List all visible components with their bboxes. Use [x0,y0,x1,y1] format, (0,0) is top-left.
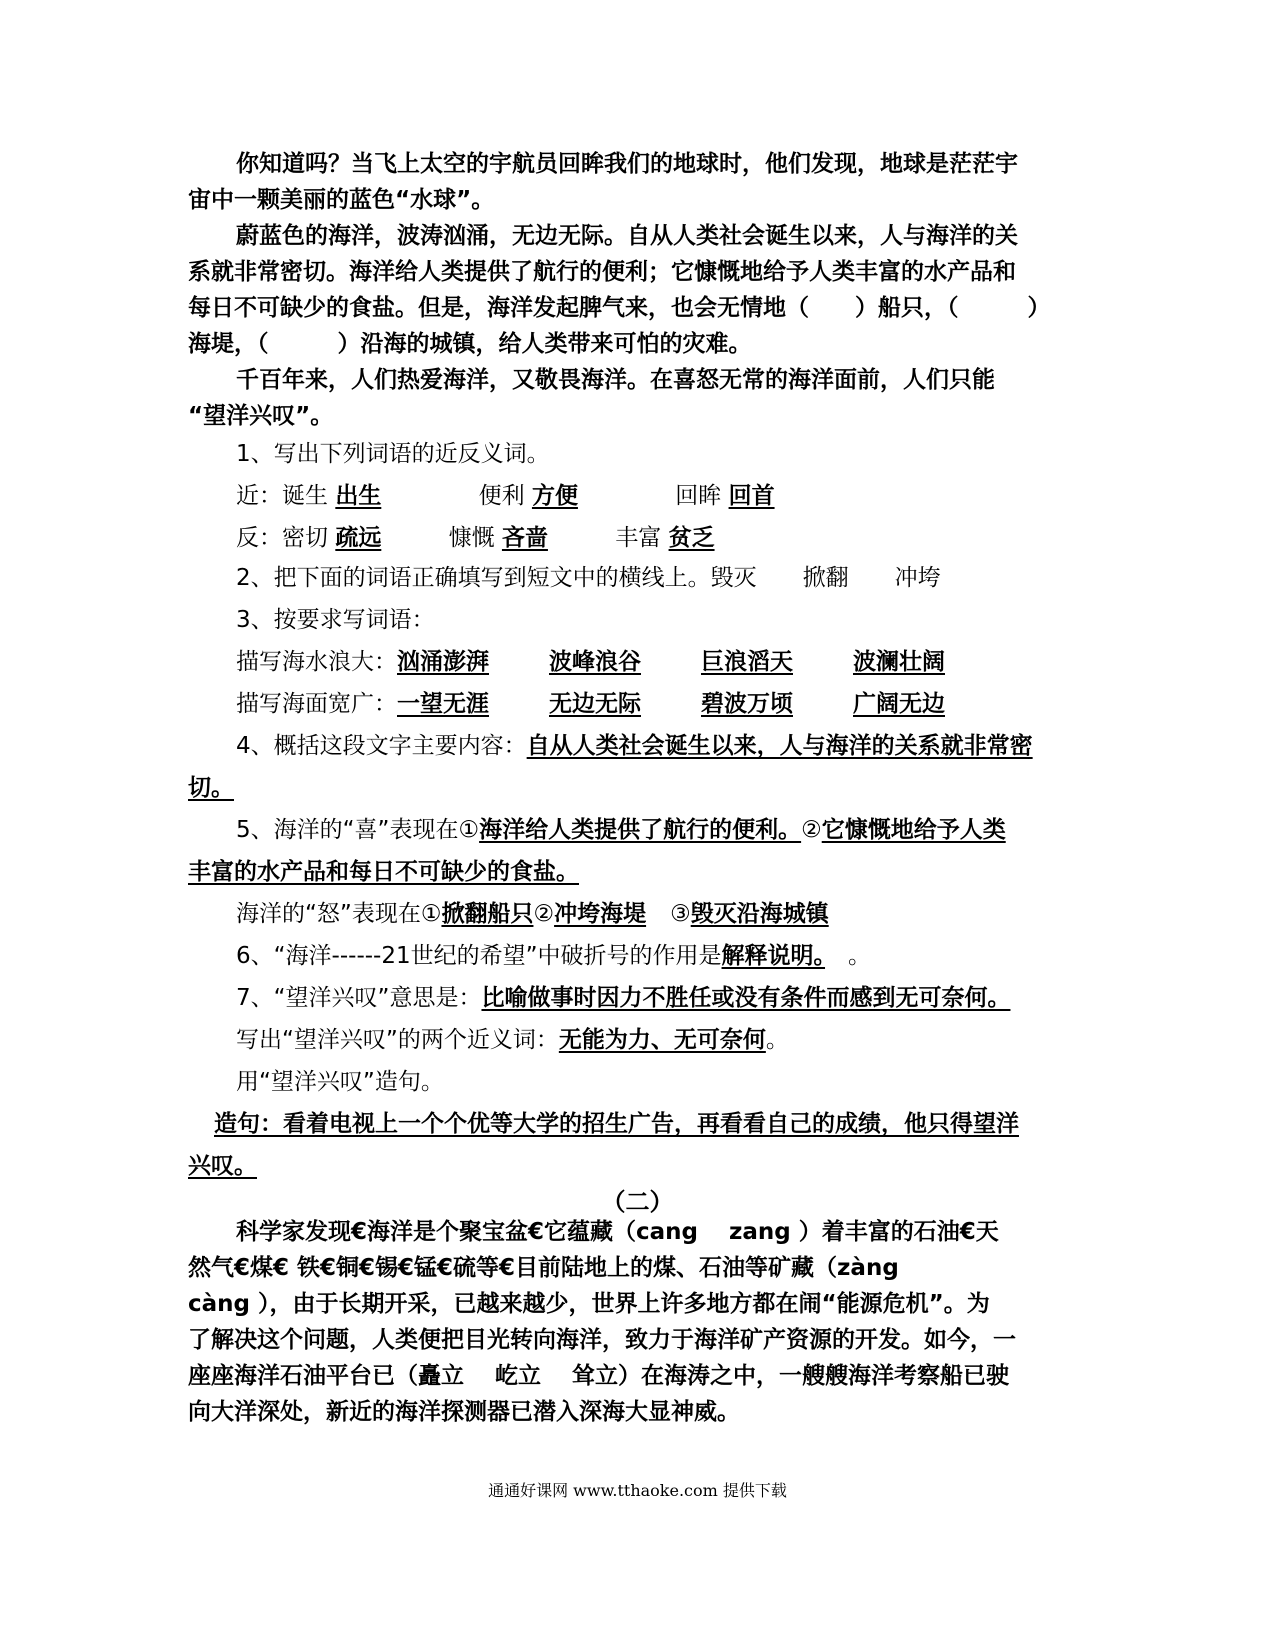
word: 慷慨 [448,525,495,551]
passage-line: 你知道吗？当飞上太空的宇航员回眸我们的地球时，他们发现，地球是茫茫宇 [236,151,1018,177]
word: 丰富 [615,525,662,551]
answer: 回首 [728,483,775,509]
answer: 波峰浪谷 [549,649,641,675]
question-4-cont [188,770,1088,806]
section-2-heading: （二） [601,1188,674,1216]
question-7-sentence [214,1106,1114,1142]
anti-label: 反： [236,525,282,551]
antonym-row [236,520,1136,556]
question-4 [236,728,1136,764]
marker: ③ [670,901,691,927]
question-5-xi [236,812,1136,848]
question-7-sentence-label: 用“望洋兴叹”造句。 [236,1069,444,1095]
passage-line: 千百年来，人们热爱海洋，又敬畏海洋。在喜怒无常的海洋面前，人们只能 [236,367,995,393]
answer: 无能为力、无可奈何 [558,1027,766,1053]
passage-line: 海堤，（ ）沿海的城镇，给人类带来可怕的灾难。 [188,331,752,357]
word: 便利 [478,483,525,509]
answer: 吝啬 [501,525,548,551]
answer: 掀翻船只 [441,901,534,927]
question-5-nu [236,896,1136,932]
passage-line: 科学家发现€海洋是个聚宝盆€它蕴藏（cang zang ）着丰富的石油€天 [236,1219,999,1245]
marker: ② [533,901,555,927]
wide-row [236,686,1136,722]
passage-line: “望洋兴叹”。 [188,403,334,429]
question-7-syn [236,1022,1136,1058]
question-3-title: 3、按要求写词语： [236,607,435,633]
answer: 方便 [531,483,578,509]
waves-row [236,644,1136,680]
answer: 毁灭沿海城镇 [690,901,829,927]
answer: 它慷慨地给予人类 [821,817,1006,843]
answer: 碧波万顷 [701,691,793,717]
answer: 出生 [335,483,382,509]
passage-line: 每日不可缺少的食盐。但是，海洋发起脾气来，也会无情地（ ）船只，（ ） [188,295,1051,321]
near-synonym-row [236,478,1136,514]
question-label: 海洋的“怒”表现在① [236,901,442,927]
row-label: 描写海水浪大： [236,649,397,675]
passage-line: 然气€煤€ 铁€铜€锡€锰€硫等€目前陆地上的煤、石油等矿藏（zàng [188,1255,899,1281]
question-label: 5、海洋的“喜”表现在① [236,817,480,843]
question-label: 写出“望洋兴叹”的两个近义词： [236,1027,559,1053]
question-7 [236,980,1136,1016]
answer: 自从人类社会诞生以来，人与海洋的关系就非常密 [526,733,1033,759]
answer: 疏远 [335,525,382,551]
answer: 汹涌澎湃 [397,649,489,675]
answer: 海洋给人类提供了航行的便利。 [479,817,802,843]
punct: 。 [765,1027,789,1053]
answer: 冲垮海堤 [554,901,647,927]
answer: 解释说明。 [721,943,826,969]
question-5-xi-cont [188,854,1088,890]
answer: 无边无际 [549,691,641,717]
passage-line: 向大洋深处，新近的海洋探测器已潜入深海大显神威。 [188,1399,740,1425]
answer: 巨浪滔天 [701,649,793,675]
punct: 。 [848,943,872,969]
passage-line: 系就非常密切。海洋给人类提供了航行的便利；它慷慨地给予人类丰富的水产品和 [188,259,1016,285]
passage-line: 座座海洋石油平台已（矗立 屹立 耸立）在海涛之中，一艘艘海洋考察船已驶 [188,1363,1010,1389]
near-label: 近： [236,483,282,509]
question-label: 6、“海洋------21世纪的希望”中破折号的作用是 [236,943,722,969]
answer: 广阔无边 [853,691,945,717]
passage-line: 宙中一颗美丽的蓝色“水球”。 [188,187,495,213]
answer: 造句：看着电视上一个个优等大学的招生广告，再看看自己的成绩，他只得望洋 [214,1111,1019,1137]
passage-line: 了解决这个问题，人类便把目光转向海洋，致力于海洋矿产资源的开发。如今，一 [188,1327,1016,1353]
question-label: 7、“望洋兴叹”意思是： [236,985,482,1011]
question-7-sentence-cont [188,1148,1088,1184]
answer: 丰富的水产品和每日不可缺少的食盐。 [188,859,579,885]
page-footer: 通通好课网 www.tthaoke.com 提供下载 [488,1481,787,1500]
passage-line: 蔚蓝色的海洋，波涛汹涌，无边无际。自从人类社会诞生以来，人与海洋的关 [236,223,1018,249]
question-label: 4、概括这段文字主要内容： [236,733,527,759]
word: 密切 [282,525,328,551]
answer: 一望无涯 [397,691,489,717]
answer: 切。 [188,775,234,801]
marker: ② [801,817,822,843]
row-label: 描写海面宽广： [236,691,397,717]
passage-line: càng ），由于长期开采，已越来越少，世界上许多地方都在闹“能源危机”。为 [188,1291,990,1317]
question-2: 2、把下面的词语正确填写到短文中的横线上。毁灭 掀翻 冲垮 [236,565,941,591]
answer: 贫乏 [668,525,715,551]
answer: 比喻做事时因力不胜任或没有条件而感到无可奈何。 [481,985,1011,1011]
word: 诞生 [282,483,328,509]
answer: 兴叹。 [188,1153,257,1179]
question-1-title: 1、写出下列词语的近反义词。 [236,441,550,467]
answer: 波澜壮阔 [853,649,945,675]
question-6 [236,938,1136,974]
word: 回眸 [675,483,722,509]
